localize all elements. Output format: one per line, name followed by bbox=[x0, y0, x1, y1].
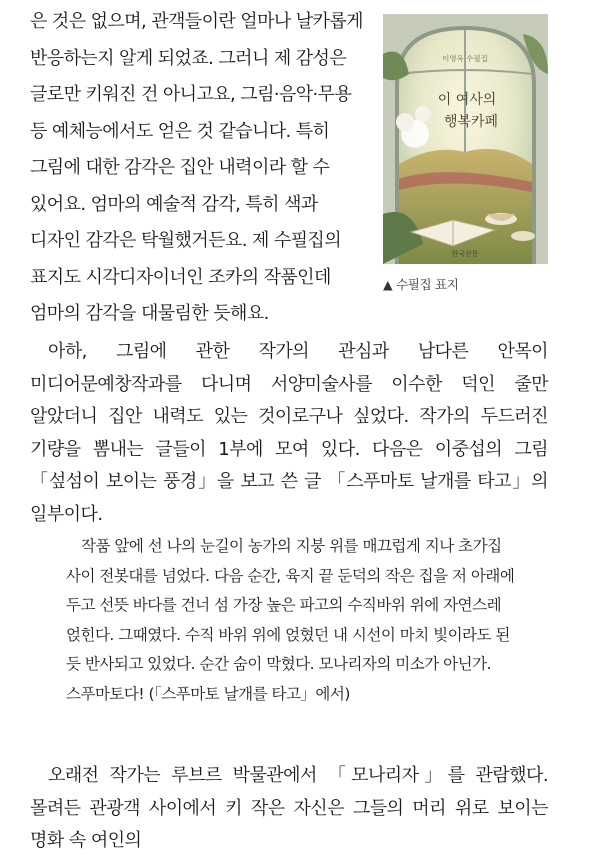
cover-title-line2: 행복카페 bbox=[443, 114, 499, 130]
figure-caption: ▲ 수필집 표지 bbox=[383, 277, 459, 292]
continued-paragraph-column bbox=[30, 4, 372, 333]
cover-author-text: 이영옥 수필집 bbox=[442, 54, 488, 63]
continued-paragraph: 은 것은 없으며, 관객들이란 얼마나 날카롭게 반응하는지 알게 되었죠. 그러니 제 감성은 글로만 키워진 건 아니고요, 그림·음악·무용 등 예체능에서도 얻은 것 같습니다. 특히 그림에 대한 감각은 집안 내력이라 할 수 있어요. 엄마의 예술적 감각, 특히 색과 디자인 감각은 탁월했거든요. 제 수필집의 표지도 시각디자이너인 조카의 작품인데 엄마의 감각을 대물림한 듯해요. bbox=[30, 11, 363, 324]
block-quote: 작품 앞에 선 나의 눈길이 농가의 지붕 위를 매끄럽게 지나 초가집 사이 전봇대를 넘었다. 다음 순간, 육지 끝 둔덕의 작은 집을 저 아래에 두고 선뜻 바다를 건너 섬 가장 높은 파고의 수직바위 위에 자연스레 얹힌다. 그때였다. 수직 바위 위에 얹혔던 내 시선이 마치 빛이라도 된 듯 반사되고 있었다. 순간 숨이 막혔다. 모나리자의 미소가 아닌가. 스푸마토다! (「스푸마토 날개를 타고」에서) bbox=[66, 537, 515, 703]
book-cover-image bbox=[383, 14, 548, 264]
book-cover-illustration bbox=[383, 14, 548, 264]
paragraph-2: 아하, 그림에 관한 작가의 관심과 남다른 안목이 미디어문예창작과를 다니며 서양미술사를 이수한 덕인 줄만 알았더니 집안 내력도 있는 것이로구나 싶었다. 작가의 두드러진 기량을 뽐내는 글들이 1부에 모여 있다. 다음은 이중섭의 그림 「섶섬이 보이는 풍경」을 보고 쓴 글 「스푸마토 날개를 타고」의 일부이다. bbox=[30, 341, 548, 525]
cover-publisher-text: 한국산문 bbox=[451, 250, 479, 258]
paragraph-3: 오래전 작가는 루브르 박물관에서 「모나리자」를 관람했다. 몰려든 관광객 사이에서 키 작은 자신은 그들의 머리 위로 보이는 명화 속 여인의 bbox=[30, 765, 548, 851]
cover-title-line1: 이 여사의 bbox=[437, 92, 497, 108]
